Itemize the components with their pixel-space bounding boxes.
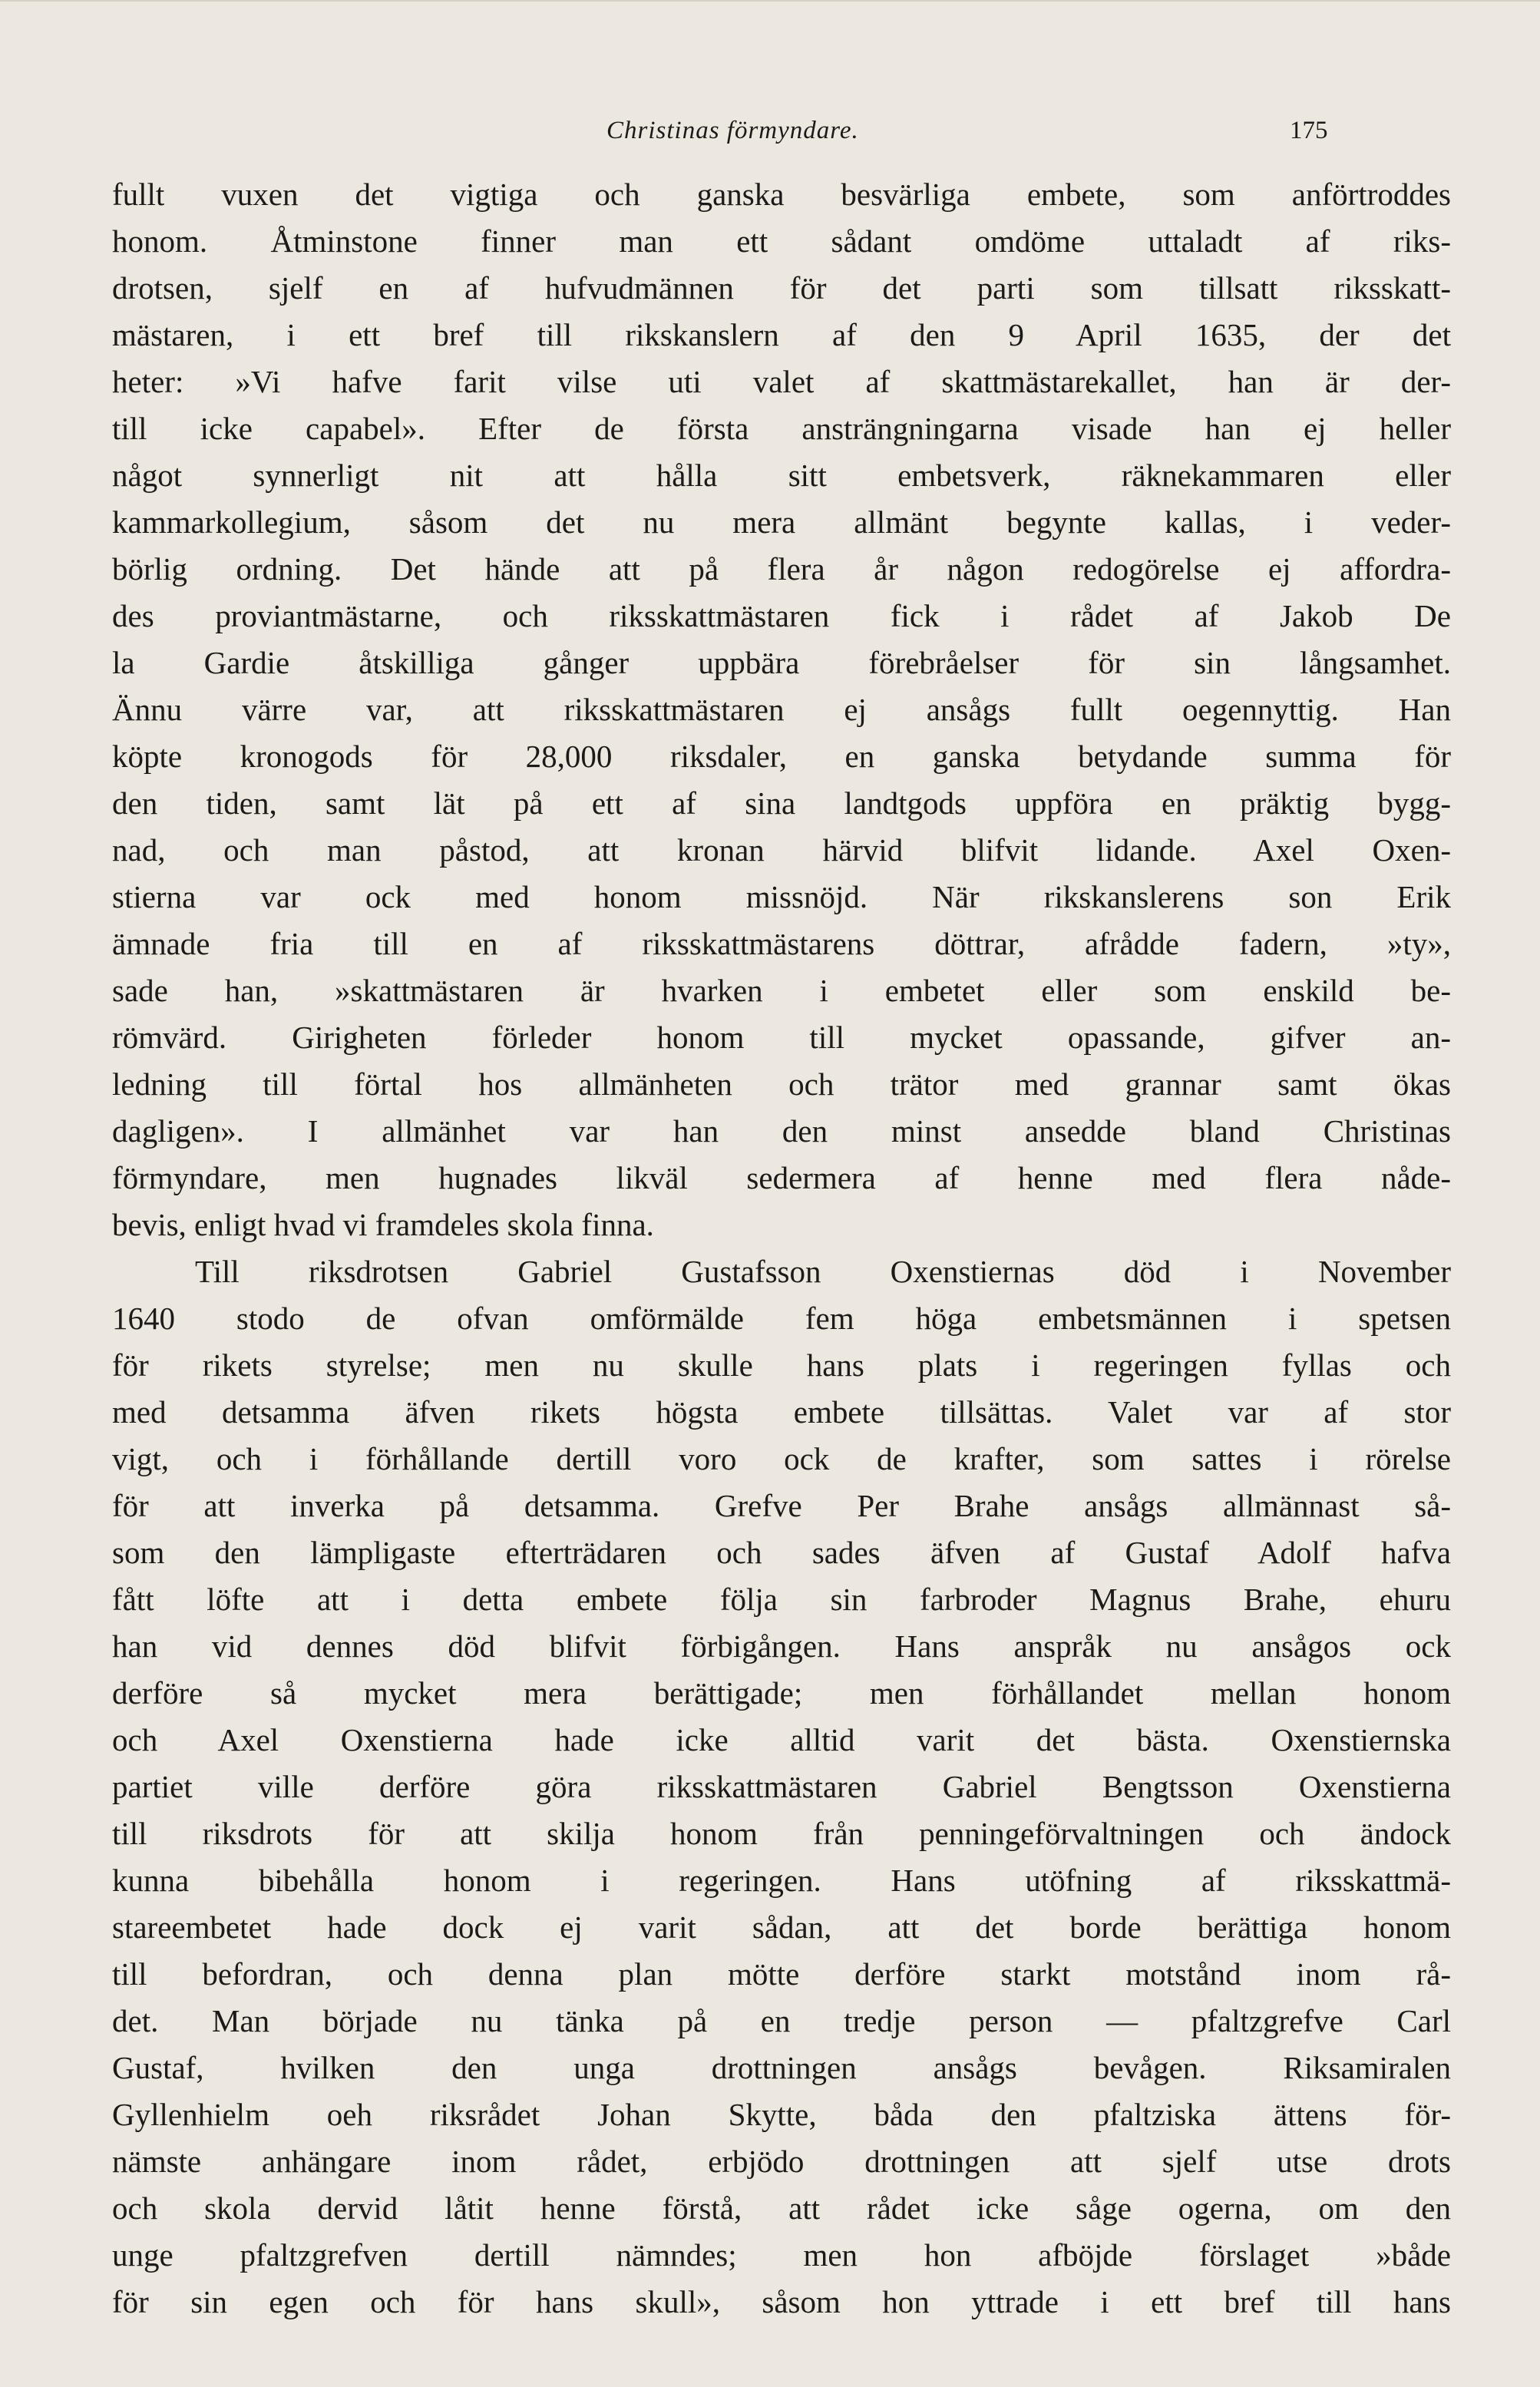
text-line: vigt, och i förhållande dertill voro ock de krafter, som sattes i rörelse bbox=[112, 1441, 1451, 1476]
text-line: med detsamma äfven rikets högsta embete tillsättas. Valet var af stor bbox=[112, 1394, 1451, 1430]
text-line: sade han, »skattmästaren är hvarken i embetet eller som enskild be- bbox=[112, 973, 1451, 1008]
text-line: Gyllenhielm oeh riksrådet Johan Skytte, båda den pfaltziska ättens för- bbox=[112, 2097, 1451, 2132]
text-line: förmyndare, men hugnades likväl sedermera af henne med flera nåde- bbox=[112, 1160, 1451, 1195]
paragraph-last-line: bevis, enligt hvad vi framdeles skola finna. bbox=[112, 1207, 654, 1242]
text-line: som den lämpligaste efterträdaren och sades äfven af Gustaf Adolf hafva bbox=[112, 1535, 1451, 1570]
text-line: drotsen, sjelf en af hufvudmännen för det parti som tillsatt riksskatt- bbox=[112, 270, 1451, 306]
body-text bbox=[112, 171, 1451, 2326]
text-line: 1640 stodo de ofvan omförmälde fem höga embetsmännen i spetsen bbox=[112, 1301, 1451, 1336]
text-line: och Axel Oxenstierna hade icke alltid varit det bästa. Oxenstiernska bbox=[112, 1722, 1451, 1757]
text-line: nämste anhängare inom rådet, erbjödo drottningen att sjelf utse drots bbox=[112, 2144, 1451, 2179]
page-number: 175 bbox=[1290, 117, 1328, 144]
text-line: Ännu värre var, att riksskattmästaren ej ansågs fullt oegennyttig. Han bbox=[112, 692, 1451, 727]
text-line: kunna bibehålla honom i regeringen. Hans utöfning af riksskattmä- bbox=[112, 1863, 1451, 1898]
text-line: till icke capabel». Efter de första ansträngningarna visade han ej heller bbox=[112, 411, 1451, 446]
paragraph-first-line: Till riksdrotsen Gabriel Gustafsson Oxenstiernas död i November bbox=[195, 1254, 1451, 1289]
text-line: unge pfaltzgrefven dertill nämndes; men hon afböjde förslaget »både bbox=[112, 2237, 1451, 2273]
text-line: des proviantmästarne, och riksskattmästaren fick i rådet af Jakob De bbox=[112, 598, 1451, 633]
text-line: derföre så mycket mera berättigade; men förhållandet mellan honom bbox=[112, 1675, 1451, 1711]
text-line: kammarkollegium, såsom det nu mera allmänt begynte kallas, i veder- bbox=[112, 504, 1451, 540]
text-line: för rikets styrelse; men nu skulle hans plats i regeringen fyllas och bbox=[112, 1347, 1451, 1383]
text-line: för att inverka på detsamma. Grefve Per Brahe ansågs allmännast så- bbox=[112, 1488, 1451, 1523]
text-line: till befordran, och denna plan mötte derföre starkt motstånd inom rå- bbox=[112, 1956, 1451, 1992]
text-line: det. Man började nu tänka på en tredje person — pfaltzgrefve Carl bbox=[112, 2003, 1451, 2038]
text-line: ämnade fria till en af riksskattmästarens döttrar, afrådde fadern, »ty», bbox=[112, 926, 1451, 961]
text-line: Gustaf, hvilken den unga drottningen ansågs bevågen. Riksamiralen bbox=[112, 2050, 1451, 2085]
text-line: till riksdrots för att skilja honom från penningeförvaltningen och ändock bbox=[112, 1816, 1451, 1851]
text-line: köpte kronogods för 28,000 riksdaler, en ganska betydande summa för bbox=[112, 739, 1451, 774]
text-line: börlig ordning. Det hände att på flera år någon redogörelse ej affordra- bbox=[112, 551, 1451, 587]
text-line: ledning till förtal hos allmänheten och trätor med grannar samt ökas bbox=[112, 1066, 1451, 1102]
text-line: han vid dennes död blifvit förbigången. Hans anspråk nu ansågos ock bbox=[112, 1628, 1451, 1664]
text-line: nad, och man påstod, att kronan härvid blifvit lidande. Axel Oxen- bbox=[112, 832, 1451, 868]
text-line: partiet ville derföre göra riksskattmästaren Gabriel Bengtsson Oxenstierna bbox=[112, 1769, 1451, 1804]
text-line: la Gardie åtskilliga gånger uppbära förebråelser för sin långsamhet. bbox=[112, 645, 1451, 680]
text-line: honom. Åtminstone finner man ett sådant omdöme uttaladt af riks- bbox=[112, 223, 1451, 259]
running-header bbox=[0, 117, 1540, 147]
text-line: stierna var ock med honom missnöjd. När rikskanslerens son Erik bbox=[112, 879, 1451, 914]
page-edge-shadow bbox=[0, 0, 1540, 48]
text-line: och skola dervid låtit henne förstå, att rådet icke såge ogerna, om den bbox=[112, 2190, 1451, 2226]
text-line: heter: »Vi hafve farit vilse uti valet af skattmästarekallet, han är der- bbox=[112, 364, 1451, 399]
running-title: Christinas förmyndare. bbox=[606, 117, 859, 144]
text-line: mästaren, i ett bref till rikskanslern af den 9 April 1635, der det bbox=[112, 317, 1451, 352]
text-line: fått löfte att i detta embete följa sin farbroder Magnus Brahe, ehuru bbox=[112, 1582, 1451, 1617]
text-line: för sin egen och för hans skull», såsom hon yttrade i ett bref till hans bbox=[112, 2284, 1451, 2319]
text-line: något synnerligt nit att hålla sitt embetsverk, räknekammaren eller bbox=[112, 458, 1451, 493]
text-line: römvärd. Girigheten förleder honom till mycket opassande, gifver an- bbox=[112, 1020, 1451, 1055]
text-line: fullt vuxen det vigtiga och ganska besvärliga embete, som anförtroddes bbox=[112, 177, 1451, 212]
text-line: dagligen». I allmänhet var han den minst ansedde bland Christinas bbox=[112, 1113, 1451, 1149]
text-line: den tiden, samt lät på ett af sina landtgods uppföra en präktig bygg- bbox=[112, 785, 1451, 821]
text-line: stareembetet hade dock ej varit sådan, att det borde berättiga honom bbox=[112, 1909, 1451, 1945]
